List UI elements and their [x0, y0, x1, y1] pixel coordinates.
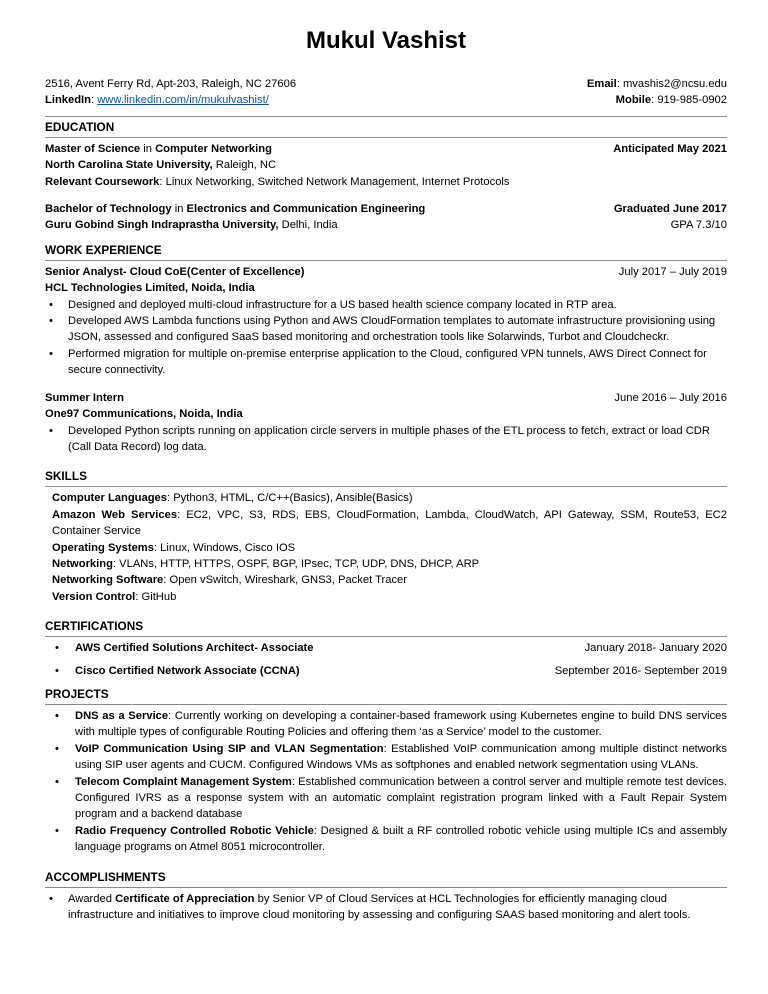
list-item: [45, 708, 727, 741]
linkedin-label: LinkedIn: [45, 94, 91, 107]
job2-title-row: [45, 390, 727, 406]
skill-label: Version Control: [52, 590, 136, 603]
skill-label: Operating Systems: [52, 541, 154, 554]
bt-school-row: [45, 217, 727, 233]
job1-title-row: [45, 264, 727, 280]
resume-page: [45, 24, 727, 923]
project-desc: : Currently working on developing a container-based framework using Kubernetes engine to build DNS services with multiple types of configurable Routing Policies and offering them ‘as a Service’ model to the customer.: [75, 709, 727, 739]
project-name: VoIP Communication Using SIP and VLAN Segmentation: [75, 742, 384, 755]
list-item: [52, 572, 727, 588]
job2-title: Summer Intern: [45, 391, 124, 404]
list-item: • Developed Python scripts running on application circle servers in multiple phases of the ETL process to fetch, extract or load CDR (Call Data Record) log data.: [45, 423, 727, 456]
ms-degree-row: [45, 141, 727, 157]
education-title: EDUCATION: [45, 119, 727, 138]
header-divider: [45, 116, 727, 117]
cert-name: • AWS Certified Solutions Architect- Associate: [75, 642, 314, 655]
skill-label: Networking Software: [52, 574, 164, 587]
bt-in: in: [171, 203, 187, 216]
project-desc: : Established VoIP communication among multiple distinct networks using SIP user agents and CUCM. Configured Windows VMs as softphones and enabled network segmentation using VLANs.: [75, 742, 727, 772]
project-name: Telecom Complaint Management System: [75, 775, 292, 788]
cert-dates: September 2016- September 2019: [554, 664, 727, 677]
work-title: WORK EXPERIENCE: [45, 242, 727, 261]
projects-section: [45, 686, 727, 856]
email-label: Email: [586, 78, 617, 90]
certifications-list: [45, 640, 727, 679]
coursework-value: : Linux Networking, Switched Network Management, Internet Protocols: [159, 175, 510, 188]
address: 2516, Avent Ferry Rd, Apt-203, Raleigh, NC 27606: [45, 78, 297, 90]
work-section: [45, 242, 727, 455]
bt-degree-row: [45, 201, 727, 217]
coursework-label: Relevant Coursework: [45, 175, 160, 188]
ms-in: in: [140, 142, 156, 155]
skills-list: [45, 490, 727, 605]
ms-school: North Carolina State University,: [45, 159, 213, 172]
accomplishments-section: [45, 869, 727, 924]
skill-value: : VLANs, HTTP, HTTPS, OSPF, BGP, IPsec, TCP, UDP, DNS, DHCP, ARP: [112, 557, 480, 570]
ms-location: Raleigh, NC: [212, 159, 277, 172]
list-item: [45, 663, 727, 679]
projects-title: PROJECTS: [45, 686, 727, 705]
job2-bullets: [45, 423, 727, 456]
list-item: [45, 640, 727, 656]
list-item: [52, 589, 727, 605]
ms-degree: Master of Science: [45, 142, 141, 155]
education-section: [45, 119, 727, 234]
job1-company: HCL Technologies Limited, Noida, India: [45, 282, 255, 295]
ms-date: Anticipated May 2021: [613, 142, 727, 155]
candidate-name: Mukul Vashist: [305, 27, 467, 54]
job1-dates: July 2017 – July 2019: [618, 265, 727, 278]
skill-value: : GitHub: [135, 590, 177, 603]
email-value: : mvashis2@ncsu.edu: [616, 78, 727, 90]
list-item: [45, 891, 727, 924]
job1-title: Senior Analyst- Cloud CoE(Center of Excellence): [45, 265, 305, 278]
list-item: [45, 741, 727, 774]
linkedin-link[interactable]: www.linkedin.com/in/mukulvashist/: [97, 94, 269, 107]
job1-bullets: [45, 297, 727, 379]
list-item: [45, 823, 727, 856]
bt-field: Electronics and Communication Engineering: [186, 203, 426, 216]
list-item: [52, 556, 727, 572]
list-item: • Performed migration for multiple on-premise enterprise application to the Cloud, configured VPN tunnels, AWS Direct Connect for secure connectivity.: [45, 346, 727, 379]
email-block: [587, 76, 727, 92]
certifications-title: CERTIFICATIONS: [45, 618, 727, 637]
skill-value: : Linux, Windows, Cisco IOS: [153, 541, 296, 554]
skill-label: Networking: [52, 557, 113, 570]
skills-section: [45, 468, 727, 605]
mobile-label: Mobile: [615, 94, 652, 107]
accomplishment-award: Certificate of Appreciation: [115, 892, 255, 905]
contact-row-2: [45, 92, 727, 108]
job2-dates: June 2016 – July 2016: [614, 391, 727, 404]
job2-company: One97 Communications, Noida, India: [45, 408, 243, 421]
cert-dates: January 2018- January 2020: [584, 642, 727, 655]
bt-degree: Bachelor of Technology: [45, 203, 172, 216]
list-item: [52, 507, 727, 540]
ms-school-row: [45, 157, 727, 173]
skill-label: Computer Languages: [52, 492, 167, 505]
project-name: DNS as a Service: [75, 709, 169, 722]
project-name: Radio Frequency Controlled Robotic Vehicle: [75, 824, 314, 837]
accomplishments-list: [45, 891, 727, 924]
certifications-section: [45, 618, 727, 679]
skill-value: : Open vSwitch, Wireshark, GNS3, Packet Tracer: [163, 574, 407, 587]
bt-date: Graduated June 2017: [613, 203, 727, 216]
projects-list: [45, 708, 727, 856]
bt-school: Guru Gobind Singh Indraprastha University,: [45, 219, 279, 232]
skill-value: : Python3, HTML, C/C++(Basics), Ansible(Basics): [167, 492, 413, 505]
skills-title: SKILLS: [45, 468, 727, 487]
list-item: • Developed AWS Lambda functions using Python and AWS CloudFormation templates to automate infrastructure provisioning using JSON, assessed and configured SaaS based monitoring and orchestration tools like Solarwinds, Turbot and Cloudcheckr.: [45, 313, 727, 346]
skill-label: Amazon Web Services: [52, 508, 178, 521]
mobile-value: : 919-985-0902: [651, 94, 727, 107]
mobile-block: [616, 92, 727, 108]
accomplishment-post: by Senior VP of Cloud Services at HCL Technologies for efficiently managing cloud infrastructure and initiatives to improve cloud monitoring by assessing and configuring SAAS based monitoring and alert tools.: [68, 892, 691, 922]
ms-field: Computer Networking: [155, 142, 272, 155]
project-desc: : Designed & built a RF controlled robotic vehicle using multiple ICs and assembly language programs on Atmel 8051 microcontroller.: [75, 824, 727, 854]
skill-value: : EC2, VPC, S3, RDS, EBS, CloudFormation, Lambda, CloudWatch, API Gateway, SSM, Route53, EC2 Container Service: [52, 508, 727, 538]
list-item: [45, 774, 727, 823]
bt-location: Delhi, India: [278, 219, 338, 232]
project-desc: : Established communication between a control server and multiple remote test devices. Configured IVRS as a response system with an automatic complaint registration program linked with a Fault Repair System program and a backend database: [75, 775, 727, 821]
list-item: [52, 490, 727, 506]
accomplishments-title: ACCOMPLISHMENTS: [45, 869, 727, 888]
accomplishment-pre: Awarded: [68, 892, 116, 905]
linkedin-block: LinkedIn: www.linkedin.com/in/mukulvashist/: [45, 94, 269, 107]
cert-name: • Cisco Certified Network Associate (CCNA): [75, 664, 300, 677]
contact-row-1: [45, 76, 727, 92]
list-item: [52, 540, 727, 556]
bt-gpa: GPA 7.3/10: [670, 219, 727, 232]
list-item: • Designed and deployed multi-cloud infrastructure for a US based health science company located in RTP area.: [45, 297, 727, 313]
coursework-row: [45, 174, 727, 190]
